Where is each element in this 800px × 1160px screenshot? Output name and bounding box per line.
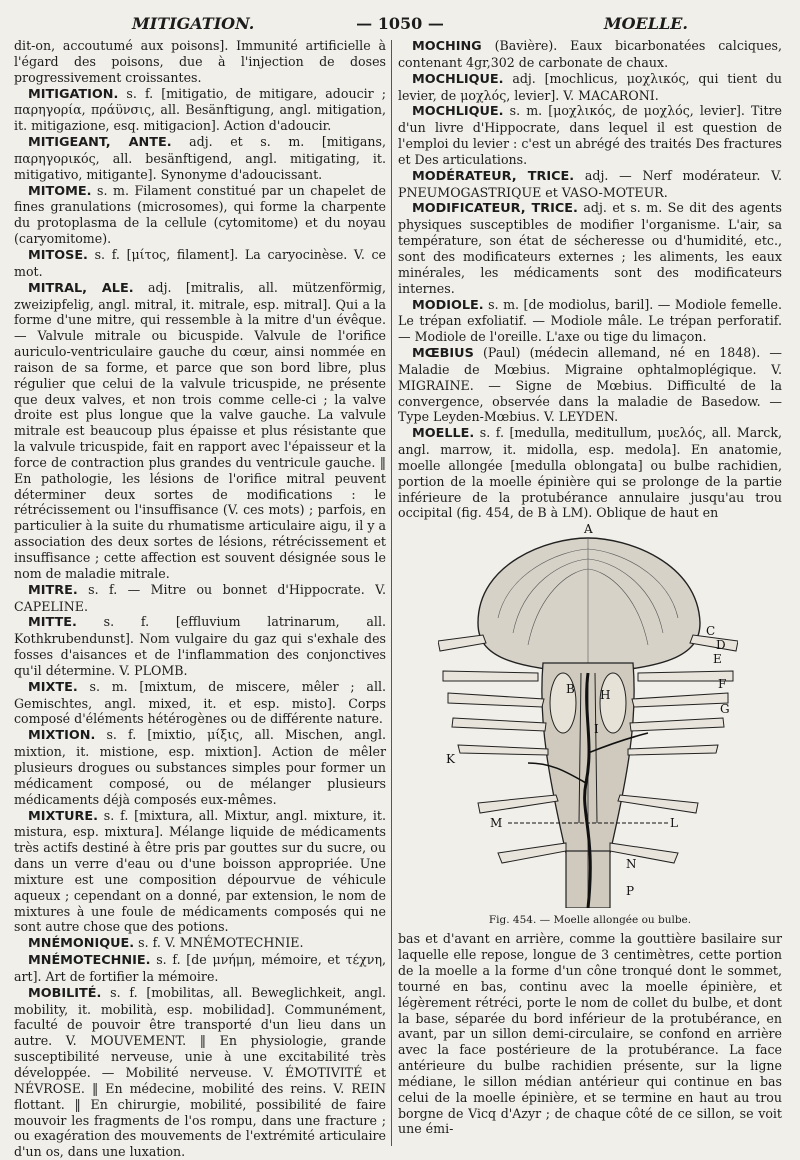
entry-headword: MOELLE. [412,426,475,442]
label-e: E [713,652,722,667]
running-head [22,12,778,38]
entry-text: s. f. [effluvium latrinarum, all. Kothkrubendunst]. Nom vulgaire du gaz qui s'exhale des fosses d'aisances et de l'inflammation des conjonctives qu'il détermine. V. PLOMB. [14,614,386,678]
label-h: H [600,688,611,703]
figure-caption: Fig. 454. — Moelle allongée ou bulbe. [488,914,692,927]
entry-headword: MITTE. [28,615,77,631]
entry-text: adj. et s. m. Se dit des agents physiques susceptibles de modifier l'organisme. L'air, sa température, son état de sécheresse ou d'humidité, etc., sont des modificateurs externes ; les aliments, les eaux minérales, les médicaments sont des modificateurs internes. [398,200,782,296]
label-b: B [566,682,575,697]
label-d: D [716,638,726,653]
label-k: K [446,752,455,767]
entry-headword: MOBILITÉ. [28,985,102,1001]
dictionary-entry [14,183,386,247]
entry-headword: MOCHING [412,39,482,54]
label-p: P [626,884,635,899]
entry-text: adj. [mitralis, all. mützenförmig, zweizipfelig, angl. mitral, it. mitrale, esp. mitral]. Qui a la forme d'une mitre, qui ressemble à la mitre d'un évêque. — Valvule mitrale ou bicuspide. Valvule de l'orifice auriculo-ventriculaire gauche du cœur, ainsi nommée en raison de sa forme, et parce que son bord libre, plus régulier que celui de la valvule tricuspide, ne présente que deux valves, et non trois comme celle-ci ; la valve droite est plus longue que la valve gauche. La valvule mitrale est beaucoup plus épaisse et plus résistante que la valvule tricuspide, fait en rapport avec l'épaisseur et la force de contraction plus grandes du ventricule gauche. ‖ En pathologie, les lésions de l'orifice mitral peuvent déterminer deux sortes de modifications : le rétrécissement ou l'insuffisance (V. ces mots) ; parfois, en particulier à la suite du rhumatisme articulaire aigu, il y a association des deux sortes de lésions, rétrécissement et insuffisance ; cette affection est souvent désignée sous le nom de maladie mitrale. [14,279,386,581]
right-column-entries [398,38,782,521]
entry-text: s. f. [mixtura, all. Mixtur, angl. mixture, it. mistura, esp. mixtura]. Mélange liquide de médicaments très actifs destiné à être pris par gouttes sur du sucre, ou dans un verre d'eau ou d'une boisson appropriée. Une mixture est une composition dépourvue de véhicule aqueux ; cependant on a donné, par extension, le nom de mixtures à une foule de médicaments composés qui ne sont autre chose que des potions. [14,807,386,935]
label-f: F [718,677,727,692]
entry-text: s. f. [de μνήμη, mémoire, et τέχνη, art]. Art de fortifier la mémoire. [14,952,386,984]
entry-text: s. f. [mitigatio, de mitigare, adoucir ; παρηγορία, πράϋνσις, all. Besänftigung, angl. mitigation, it. mitigazione, esq. mitigacion]. Action d'adoucir. [14,85,386,134]
dictionary-entry [14,582,386,615]
column-divider [391,40,392,1146]
dictionary-entry [14,952,386,985]
label-a: A [584,523,593,537]
dictionary-entry [14,808,386,936]
entry-text: s. m. [mixtum, de miscere, mêler ; all. Gemischtes, angl. mixed, it. et esp. misto]. Corps composé d'éléments hétérogènes ou de différente nature. [14,678,387,727]
entry-text: s. f. [mixtio, μίξις, all. Mischen, angl. mixtion, it. mistione, esp. mixtion]. Action de mêler plusieurs drogues ou substances simples pour former un médicament composé, ou de mélanger plusieurs médicaments déjà composés eux-mêmes. [14,727,386,807]
entry-headword: MIXTE. [28,679,78,695]
entry-headword: MODIFICATEUR, TRICE. [412,201,578,217]
entry-text: adj. et s. m. [mitigans, παρηγορικός, all. besänftigend, angl. mitigating, it. mitigativo, mitigante]. Synonyme d'adoucissant. [14,134,386,182]
entry-headword: MIXTURE. [28,808,98,824]
label-l: L [670,816,678,831]
dictionary-entry [14,679,386,728]
label-g: G [720,702,730,717]
entry-headword: MITIGEANT, ANTE. [28,135,172,151]
dictionary-entry [398,103,782,167]
entry-text: s. m. Filament constitué par un chapelet de fines granulations (microsomes), qui forme la charpente du protoplasma de la cellule (cytomitome) et du noyau (caryomitome). [14,182,386,247]
entry-text: adj. — Nerf modérateur. V. PNEUMOGASTRIQUE et VASO-MOTEUR. [398,167,782,200]
entry-headword: MODIOLE. [412,297,484,313]
dictionary-entry [398,71,782,104]
label-i: I [594,722,599,737]
entry-headword: MITIGATION. [28,86,119,102]
dictionary-entry [398,38,782,71]
entry-text: dit-on, accoutumé aux poisons]. Immunité artificielle à l'égard des poisons, due à l'injection de doses progressivement croissantes. [14,38,386,85]
dictionary-entry [14,985,386,1160]
figure-454 [398,523,782,931]
entry-headword: MOCHLIQUE. [412,104,504,120]
right-column [398,38,782,1137]
entry-text: s. m. [de modiolus, baril]. — Modiole femelle. Le trépan exfoliatif. — Modiole mâle. Le trépan perforatif. — Modiole de l'oreille. L'axe ou tige du limaçon. [398,296,782,345]
entry-text: s. f. [medulla, meditullum, μυελός, all. Marck, angl. marrow, it. midolla, esp. medola]. En anatomie, moelle allongée [medulla oblongata] ou bulbe rachidien, portion de la moelle épinière qui se prolonge de la partie inférieure de la protubérance annulaire jusqu'au trou occipital (fig. 454, de B à LM). Oblique de haut en [398,425,782,521]
entry-text: s. f. — Mitre ou bonnet d'Hippocrate. V. CAPELINE. [14,581,386,614]
entry-headword: MNÉMONIQUE. [28,936,135,952]
entry-headword: MITOSE. [28,247,88,263]
dictionary-entry [398,345,782,425]
dictionary-entry [14,727,386,807]
entry-text: (Bavière). Eaux bicarbonatées calciques, contenant 4gr,302 de carbonate de chaux. [398,38,782,70]
right-column-continuation: bas et d'avant en arrière, comme la gouttière basilaire sur laquelle elle repose, longue de 3 centimètres, cette portion de la moelle a la forme d'un cône tronqué dont le sommet, tourné en bas, continu avec la moelle épinière, et légèrement rétréci, porte le nom de collet du bulbe, et dont la base, séparée du bord inférieur de la protubérance, en avant, par un sillon demi-circulaire, se confond en arrière avec la face postérieure de la protubérance. La face antérieure du bulbe rachidien présente, sur la ligne médiane, le sillon médian antérieur qui continue en bas celui de la moelle épinière, et se termine en haut au trou borgne de Vicq d'Azyr ; de chaque côté de ce sillon, se voit une émi- [398,931,782,1137]
entry-headword: MIXTION. [28,728,96,744]
entry-headword: MŒBIUS [412,346,474,362]
entry-text: (Paul) (médecin allemand, né en 1848). — Maladie de Mœbius. Migraine ophtalmoplégique. V. MIGRAINE. — Signe de Mœbius. Difficulté de la convergence, observée dans la maladie de Basedow. — Type Leyden-Mœbius. V. LEYDEN. [398,345,782,425]
dictionary-entry [14,280,386,582]
entry-text: adj. [mochlicus, μοχλικός, qui tient du levier, de μοχλός, levier]. V. MACARONI. [398,70,782,103]
label-m: M [490,816,503,831]
running-head-left: MITIGATION. [132,14,255,33]
entry-text: s. m. [μοχλικός, de μοχλός, levier]. Titre d'un livre d'Hippocrate, dans lequel il est question de l'emploi du levier : c'est un abrégé des traités Des fractures et Des articulations. [398,103,782,167]
dictionary-entry [398,297,782,346]
dictionary-entry [14,614,386,678]
label-c: C [706,624,716,639]
dictionary-entry [398,425,782,521]
dictionary-entry [398,168,782,201]
medulla-illustration [438,523,738,908]
entry-headword: MITOME. [28,183,92,199]
dictionary-entry [14,86,386,135]
running-head-right: MOELLE. [603,14,688,33]
entry-headword: MITRAL, ALE. [28,280,134,296]
right-olive [600,673,626,733]
dictionary-entry [14,247,386,280]
entry-headword: MITRE. [28,582,78,598]
entry-text: s. f. [μίτος, filament]. La caryocinèse. V. ce mot. [14,246,386,279]
dictionary-entry [14,935,386,952]
entry-headword: MNÉMOTECHNIE. [28,953,151,969]
dictionary-entry [14,134,386,183]
entry-headword: MOCHLIQUE. [412,71,504,87]
entry-headword: MODÉRATEUR, TRICE. [412,168,575,184]
page-number: — 1050 — [356,14,444,33]
dictionary-entry [14,38,386,86]
left-column [14,38,386,1160]
entry-text: s. f. V. MNÉMOTECHNIE. [138,935,304,951]
dictionary-entry [398,200,782,296]
entry-text: s. f. [mobilitas, all. Beweglichkeit, angl. mobility, it. mobilità, esp. mobilidad]. Communément, faculté de pouvoir être transporté d'un lieu dans un autre. V. MOUVEMENT. ‖ En physiologie, grande susceptibilité nerveuse, unie à une excitabilité très développée. — Mobilité nerveuse. V. ÉMOTIVITÉ et NÉVROSE. ‖ En médecine, mobilité des reins. V. REIN flottant. ‖ En chirurgie, mobilité, possibilité de faire mouvoir les fragments de l'os rompu, dans une fracture ; ou exagération des mouvements de l'extrémité articulaire d'un os, dans une luxation. [14,984,386,1160]
pons-shape [478,538,700,673]
label-n: N [626,857,637,872]
